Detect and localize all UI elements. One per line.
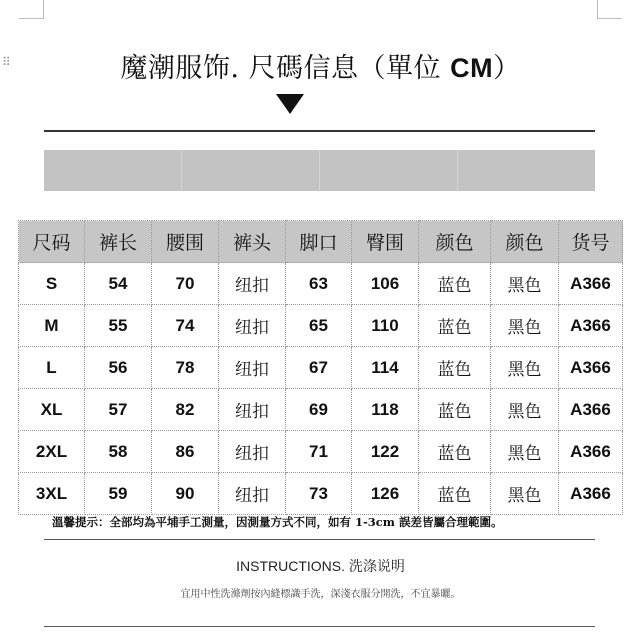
- table-row: [19, 389, 623, 431]
- table-header-row: [19, 221, 623, 263]
- header-length: 裤长: [85, 221, 152, 263]
- cell-length: 54: [85, 263, 152, 305]
- cell-closure: 纽扣: [219, 389, 286, 431]
- cell-hip: 118: [352, 389, 419, 431]
- cell-size: M: [19, 305, 85, 347]
- cell-size: L: [19, 347, 85, 389]
- cell-length: 58: [85, 431, 152, 473]
- cell-hip: 122: [352, 431, 419, 473]
- instructions-text: 宜用中性洗滌劑按內縫標識手洗，深淺衣服分開洗，不宜暴曬。: [180, 589, 461, 600]
- cell-size: 3XL: [19, 473, 85, 515]
- down-arrow-icon: [276, 94, 304, 114]
- cell-hem: 73: [286, 473, 352, 515]
- cell-color-1: 蓝色: [419, 473, 491, 515]
- cell-hem: 65: [286, 305, 352, 347]
- cell-color-1: 蓝色: [419, 305, 491, 347]
- table-row: [19, 431, 623, 473]
- table-row: [19, 263, 623, 305]
- cell-hip: 106: [352, 263, 419, 305]
- cell-hip: 114: [352, 347, 419, 389]
- cell-waist: 86: [152, 431, 219, 473]
- cell-item-no: A366: [559, 263, 623, 305]
- cell-item-no: A366: [559, 305, 623, 347]
- cell-waist: 70: [152, 263, 219, 305]
- cell-color-2: 黑色: [491, 305, 559, 347]
- cell-waist: 82: [152, 389, 219, 431]
- cell-size: S: [19, 263, 85, 305]
- cell-size: 2XL: [19, 431, 85, 473]
- divider-middle: [44, 539, 595, 540]
- banner-segment: [458, 150, 595, 191]
- header-hem: 脚口: [286, 221, 352, 263]
- cell-length: 55: [85, 305, 152, 347]
- title-main: 魔潮服饰. 尺碼信息（單位: [120, 53, 451, 84]
- header-color-2: 颜色: [491, 221, 559, 263]
- cell-color-2: 黑色: [491, 431, 559, 473]
- banner-segment: [182, 150, 320, 191]
- cell-hip: 126: [352, 473, 419, 515]
- cell-item-no: A366: [559, 473, 623, 515]
- divider-top: [44, 130, 595, 132]
- cell-length: 57: [85, 389, 152, 431]
- title-end: ）: [493, 53, 521, 84]
- divider-bottom: [44, 626, 595, 627]
- cell-color-1: 蓝色: [419, 347, 491, 389]
- cell-color-2: 黑色: [491, 473, 559, 515]
- cell-item-no: A366: [559, 431, 623, 473]
- cell-hip: 110: [352, 305, 419, 347]
- banner-segment: [320, 150, 458, 191]
- cell-color-2: 黑色: [491, 263, 559, 305]
- cell-hem: 63: [286, 263, 352, 305]
- cell-item-no: A366: [559, 389, 623, 431]
- cell-color-2: 黑色: [491, 389, 559, 431]
- header-color-1: 颜色: [419, 221, 491, 263]
- cell-length: 56: [85, 347, 152, 389]
- cell-size: XL: [19, 389, 85, 431]
- cell-color-1: 蓝色: [419, 389, 491, 431]
- cell-waist: 90: [152, 473, 219, 515]
- cell-item-no: A366: [559, 347, 623, 389]
- cell-hem: 71: [286, 431, 352, 473]
- cell-closure: 纽扣: [219, 347, 286, 389]
- cell-waist: 74: [152, 305, 219, 347]
- cell-closure: 纽扣: [219, 473, 286, 515]
- grey-banner: [44, 150, 595, 191]
- instructions-heading: INSTRUCTIONS. 洗涤说明: [236, 558, 405, 574]
- cell-closure: 纽扣: [219, 263, 286, 305]
- cell-length: 59: [85, 473, 152, 515]
- cell-color-2: 黑色: [491, 347, 559, 389]
- page-corner-mark-left: [19, 0, 44, 19]
- cell-hem: 67: [286, 347, 352, 389]
- cell-closure: 纽扣: [219, 431, 286, 473]
- measurement-note: 溫馨提示：全部均為平埔手工測量，因測量方式不同，如有 1-3cm 誤差皆屬合理範圍。: [52, 515, 503, 529]
- header-item-no: 货号: [559, 221, 623, 263]
- drag-handle-icon[interactable]: ⠿: [2, 55, 11, 69]
- page-corner-mark-right: [597, 0, 622, 19]
- cell-waist: 78: [152, 347, 219, 389]
- cell-closure: 纽扣: [219, 305, 286, 347]
- table-row: [19, 473, 623, 515]
- banner-segment: [44, 150, 182, 191]
- cell-hem: 69: [286, 389, 352, 431]
- table-row: [19, 347, 623, 389]
- header-size: 尺码: [19, 221, 85, 263]
- table-row: [19, 305, 623, 347]
- cell-color-1: 蓝色: [419, 431, 491, 473]
- cell-color-1: 蓝色: [419, 263, 491, 305]
- title-unit: CM: [450, 53, 494, 83]
- page-title: [0, 46, 641, 85]
- header-closure: 裤头: [219, 221, 286, 263]
- header-hip: 臀围: [352, 221, 419, 263]
- size-table: [18, 220, 623, 515]
- header-waist: 腰围: [152, 221, 219, 263]
